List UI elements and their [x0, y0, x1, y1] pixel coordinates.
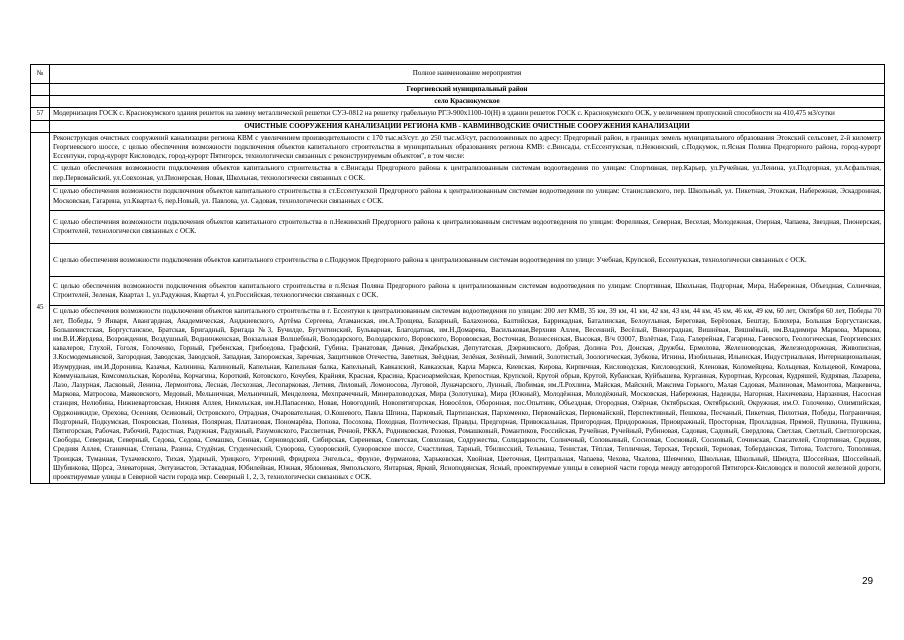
table-row [31, 186, 885, 211]
page-number: 29 [862, 576, 874, 587]
table-row [31, 108, 885, 120]
row-number: 57 [31, 108, 50, 120]
table-row [31, 211, 885, 244]
table-row [31, 244, 885, 277]
table-header-row [31, 65, 885, 84]
table-row [31, 306, 885, 484]
row-number: 45 [31, 132, 50, 483]
section-row [31, 120, 885, 132]
measures-table [30, 64, 885, 484]
header-number: № [31, 65, 50, 84]
village-row [31, 96, 885, 108]
row-intro: Реконструкция очистных сооружений канализации региона КВМ с увеличением производительности с 170 тыс.м3/сут. до 250 тыс.м3/сут, расположенных по адресу: Предгорный район, в границах земель муниципального образования Этокский сельсовет, 2-й километр Георгиевского шоссе, с целью обеспечения возможности подключения объектов капитального строительства в муниципальных образованиях региона КМВ: с.Винсады, ст.Ессентукская, п.Нежинский, с.Подкумок, п.Ясная Поляна Предгорного района, город-курорт Ессентуки, город-курорт Кисловодск, город-курорт Пятигорск, технологически связанных с реконструируемым объектом", в том числе: [50, 132, 885, 163]
row-text: Модернизация ГОСК с. Краснокумского здания решеток на замену металлической решетки СУЭ-0812 на решетку грабельную РГЭ-900х1100-10(Н) в здании решеток ГОСК с. Краснокумского ОСК, у величением пропускной способности на 410,475 м3/сутки [50, 108, 885, 120]
district-row [31, 84, 885, 96]
row-item: С целью обеспечения возможности подключения объектов капитального строительства в п.Нежинский Предгорного района к централизованным системам водоотведения по улицам: Фореливая, Северная, Веселая, Молодежная, Озерная, Чапаева, Звездная, Пионерская, Строителей, технологически связанных с ОСК. [50, 211, 885, 244]
village-heading: село Краснокумское [50, 96, 885, 108]
row-item-long: С целью обеспечения возможности подключения объектов капитального строительства в г. Ессентуки к централизованным системам водоотведения по улицам: 200 лет КМВ, 35 км, 39 км, 41 км, 42 км, 43 км, 44 км, 45 км, 46 км, 49 км, 60 лет, Октября 60 лет, Победы 70 лет, Победы, 9 Января, Авангардная, Академическая, Анджиевского, Артёма Сергеева, Атаманская, им.А.Трощева, Базарный, Балахонова, Балтийская, Баррикадная, Баталинская, Белоуглыная, Береговая, Берёзовая, Бештау, Блюхера, Большая Боргустанская, Большевистская, Боргустанское, Братская, Бригадный, Бригада №3, Бучилде, Бугунтинский, Бульварная, Благодатная, им.Н.Домарева, Васильковая,Верхняя Аллея, Весенний, Весёлый, Виноградная, Вишнёвая, Вишнёвый, им.Владимира Маркова, Маркова, им.В.И.Жердева, Возрождения, Воздушный, Воднинженская, Вокзальная Волшебный, Володарского, Володарского, Воровского, Ворововская, Восточная, Вознесенская, Высокая, В/ч 03007, Взлётная, Газа, Галерейная, Гагарина, Гаевского, Геологическая, Георгиевских кавалеров, Глухой, Гоголя, Голоченко, Горный, Гребенская, Грибоедова, Графский, Губина, Гранатовая, Дачная, Декабрьская, Депутатская, Дзержинского, Добрая, Долина Роз, Донская, Дружбы, Ермолова, Железноводская, Железнодорожная, Живописная, З.Космодемьянской, Загородная, Заводская, Заводской, Западная, Запорожская, Заречная, Защитников Отечества, Заветная, Звёздная, Зелёная, Зелёный, Зимний, Золотистый, Зоологическая, Зубкова, Игнина, Изобильная, Ильинская, Индустриальная, Интернациональная, Изумрудная, им.И.Доронина, Казачья, Калинина, Калиновый, Капельная, Капельная балка, Капельный, Кавказский, Кавказская, Карла Маркса, Киевская, Кирова, Кирпичная, Кисловодская, Кисловодский, Кленовая, Коломейцева, Кольцевая, Кольцевой, Комарова, Коммунальная, Комсомольская, Королёва, Корчагина, Короткий, Котовского, Кочубея, Крайняя, Красная, Красина, Красноармейская, Крепостная, Крупской, Крутой обрыв, Крутой, Кубанская, Куйбышева, Курганная, Курортная, Курсовая, Кудряшей, Кудрявая, Лазарева, Лазо, Лазурная, Ласковый, Ленина, Лермонтова, Лесная, Лесхозная, Лесопарковая, Летняя, Лиловый, Ломоносова, Луговой, Луначарского, Лунный, Любимая, им.Л.Рохлина, Майская, Майский, Максима Горького, Малая Садовая, Малиновая, Мамонтова, Мацкевича, Маркова, Матросова, Маяковского, Медовый, Мельничная, Мельничный, Менделеева, Мехпрачечный, Минераловодская, Мира (Золотушка), Мира (Южный), Молодёжная, Молодёжный, Московская, Набережная, Надежды, Нагорная, Нахичевана, Нарзанная, Насосная станция, Нелюбина, Нижневартовская, Нижняя Аллея, Никольская, им.Н.Папасенко, Новая, Новогодний, Новопятигорская, Новосёлов, Оборонная, пос.Опытник, Объездная, Огородная, Озёрная, Октябрьская, Октябрьский, Окружная, им.О. Голоченко, Олимпийская, Орджоникидзе, Орехова, Осенняя, Осиновый, Островского, Отрадная, Очаровательная, О.Кошевого, Павла Шпина, Парковый, Партизанская, Пархоменко, Первомайская, Первомайский, Перспективный, Пешкова, Песчаный, Пикетная, Пилотная, Победы, Пограничная, Подгорный, Подкумская, Покровская, Полевая, Полярная, Платановая, Пономарёва, Попова, Посохова, Походная, Поэтическая, Правды, Предгорная, Привокзальная, Пригородная, Придорожная, Приовражный, Просторная, Прохладная, Прямой, Пушкина, Пушкина, Пятигорская, Рабочая, Рабочий, Радостная, Радужная, Радужный, Разумовского, Рассветная, Речной, РККА, Родниковская, Розовая, Ромашковый, Романтиков, Российская, Ручейная, Ручейный, Рубиновая, Садовая, Садовый, Свердлова, Светлая, Светлый, Светлогорская, Свободы, Северная, Северный, Седова, Седова, Семашко, Сенная, Серноводский, Сибирская, Сиреневая, Советская, Совхозная, Содружества, Солидарности, Солнечный, Соловьиный, Сосновая, Сосновый, Сосновый, Сочинская, Спасателей, Спортивная, Средняя, Средняя Аллея, Станичная, Степана, Разина, Студёная, Студенческий, Суворова, Суворовский, Суворовское шоссе, Счастливая, Тарный, Тбилисский, Тельмана, Тенистая, Тёплая, Тепличная, Терская, Терский, Терновая, Тоберданская, Титова, Толстого, Тополиная, Троицкая, Туманная, Тухачевского, Тихая, Ударный, Урицкого, Утренний, Фридриха Энгельса,, Фрунзе, Фурманова, Харьковская, Хвойная, Цветочная, Центральная, Чапаева, Чехова, Чкалова, Шевченко, Школьная, Школьный, Шмидта, Шоссейная, Шоссейный, Шубинкова, Щорса, Элеваторная, Энтузиастов, Эстакадная, Юбилейная, Южная, Яблоневая, Ямпольского, Янтарная, Яркий, Ясноподянская, Ясный, проектируемые улицы в северной части города между автодорогой Пятигорск-Кисловодск и полосой железной дороги, проектируемые улицы в Северной части города мкр. Северный 1, 2, 3, технологически связанных с ОСК. [50, 306, 885, 484]
row-item: С целью обеспечения возможности подключения объектов капитального строительства в с.Винсады Предгорного района к централизованным системам водоотведения по улицам: Спортивная, пер.Карьер, ул.Ручейная, ул.Ленина, ул.Подгорная, ул.Асфальтная, пер.Первомайский, ул.Совхозная, ул.Пионерская, Новая, Школьная, технологически связанных с ОСК. [50, 163, 885, 186]
header-title: Полное наименование мероприятия [50, 65, 885, 84]
district-heading: Георгиевский муниципальный район [50, 84, 885, 96]
row-item: С целью обеспечения возможности подключения объектов капитального строительства в п.Ясная Поляна Предгорного района к централизованным системам водоотведения по улицам: Спортивная, Школьная, Подгорная, Мира, Набережная, Объездная, Солнечная, Строителей, Зеленая, Квартал 1, ул.Радужная, Квартал 4, ул.Российская, технологически связанных с ОСК. [50, 277, 885, 306]
section-heading: ОЧИСТНЫЕ СООРУЖЕНИЯ КАНАЛИЗАЦИИ РЕГИОНА КМВ - КАВМИНВОДСКИЕ ОЧИСТНЫЕ СООРУЖЕНИЯ КАНАЛИЗАЦИИ [50, 120, 885, 132]
row-item: С целью обеспечения возможности подключения объектов капитального строительства в ст.Ессентукской Предгорного района к централизованным системам водоотведения по улицам: Станиславского, пер. Школьный, ул. Пикетная, Этокская, Набережная, Эскадронная, Московская, Гагарина, ул.Квартал 6, пер.Новый, ул. Павлова, ул. Садовая, технологически связанных с ОСК. [50, 186, 885, 211]
table-row [31, 163, 885, 186]
table-row [31, 132, 885, 163]
table-row [31, 277, 885, 306]
row-item: С целью обеспечения возможности подключения объектов капитального строительства в с.Подкумок Предгорного района к централизованным системам водоотведения по улице: Учебная, Крупской, Ессентукская, технологически связанных с ОСК. [50, 244, 885, 277]
